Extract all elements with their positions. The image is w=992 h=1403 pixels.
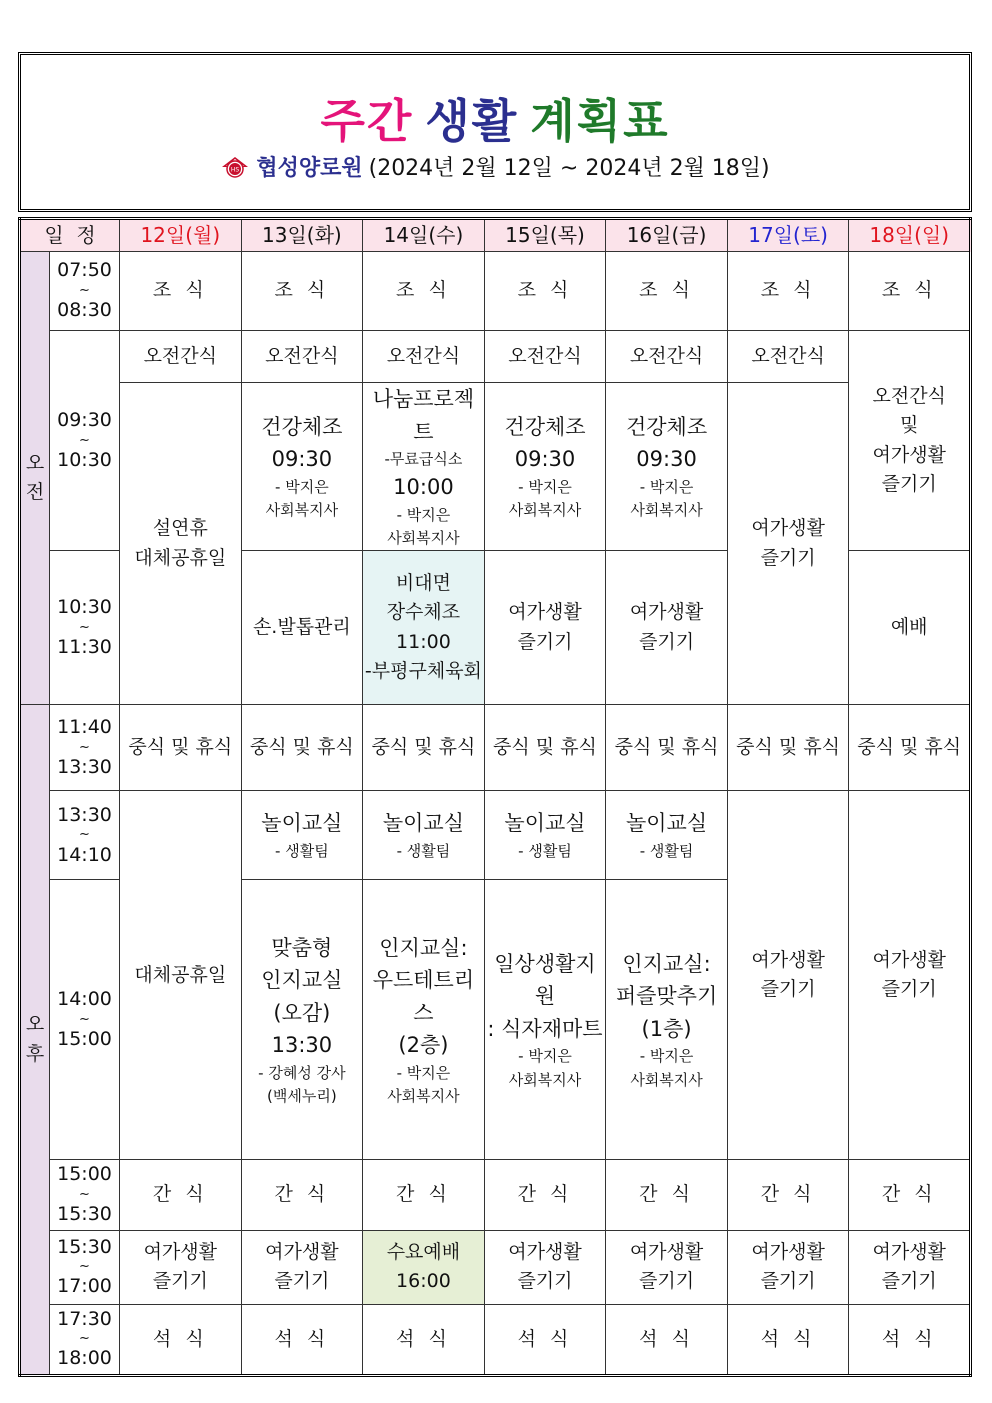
puzzle-line: (1층)	[641, 1016, 692, 1041]
time-start: 11:40	[57, 716, 112, 739]
cognitive-line: 맞춤형	[271, 935, 333, 960]
leisure-line: 즐기기	[760, 1270, 816, 1293]
exercise-title: 건강체조	[261, 414, 343, 439]
morning-snack-cell: 오전간식	[120, 331, 242, 383]
time-tilde: ~	[79, 1331, 90, 1347]
cognitive-line: (오감)	[273, 1000, 331, 1025]
title-part-life: 생활	[425, 94, 519, 148]
leisure-line: 즐기기	[274, 1270, 330, 1293]
sun-worship-cell: 예배	[849, 551, 971, 705]
snack-cell: 간 식	[120, 1160, 242, 1230]
wed-worship-cell	[363, 1230, 485, 1304]
leisure-line: 여가생활	[629, 1240, 704, 1263]
snack-cell: 간 식	[241, 1160, 363, 1230]
sat-leisure-cell	[727, 791, 849, 1160]
sharing-by: 사회복지사	[387, 529, 460, 548]
play-title: 놀이교실	[625, 811, 708, 836]
morning-snack-cell: 오전간식	[484, 331, 606, 383]
puzzle-line: 퍼즐맞추기	[615, 984, 718, 1009]
nail-care-cell: 손.발톱관리	[241, 551, 363, 705]
leisure-line: 여가생활	[508, 1240, 582, 1263]
leisure-line: 여가생활	[508, 601, 582, 624]
time-start: 17:30	[57, 1307, 112, 1330]
breakfast-cell: 조 식	[120, 252, 242, 331]
snack-cell: 간 식	[606, 1160, 728, 1230]
lunch-cell: 중식 및 휴식	[120, 705, 242, 791]
daily-life-support-cell	[484, 880, 606, 1160]
sun-leisure-cell	[849, 791, 971, 1160]
play-class-cell	[606, 791, 728, 880]
time-start: 10:30	[57, 596, 112, 619]
leisure-line: 즐기기	[517, 1270, 573, 1293]
cognitive-line: (백세누리)	[267, 1086, 337, 1105]
daily-support-line: 일상생활지원	[494, 951, 596, 1009]
date-range: (2024년 2월 12일 ~ 2024년 2월 18일)	[368, 156, 770, 181]
schedule-table	[18, 217, 972, 1377]
leisure-cell	[241, 1230, 363, 1304]
exercise-by: 사회복지사	[508, 501, 582, 520]
leisure-line: 여가생활	[629, 601, 704, 624]
dinner-cell: 석 식	[849, 1304, 971, 1375]
svg-text:HS: HS	[231, 166, 240, 173]
leisure-cell	[606, 1230, 728, 1304]
leisure-line: 여가생활	[751, 1240, 825, 1263]
time-cell	[50, 880, 120, 1160]
time-start: 07:50	[57, 259, 112, 282]
exercise-by: 사회복지사	[265, 501, 339, 520]
dinner-cell: 석 식	[363, 1304, 485, 1375]
day-sun: 18일(일)	[849, 219, 971, 252]
time-end: 18:00	[57, 1347, 112, 1370]
exercise-by: - 박지은	[639, 477, 694, 496]
puzzle-cell	[606, 880, 728, 1160]
time-tilde: ~	[79, 1186, 90, 1202]
daily-support-line: 사회복지사	[508, 1070, 582, 1089]
time-tilde: ~	[79, 619, 90, 635]
day-wed: 14일(수)	[363, 219, 485, 252]
row-snack	[20, 1160, 971, 1230]
time-end: 17:00	[57, 1275, 112, 1298]
lunch-cell: 중식 및 휴식	[849, 705, 971, 791]
leisure-line: 즐기기	[881, 1270, 937, 1293]
leisure-cell	[484, 551, 606, 705]
leisure-cell	[727, 1230, 849, 1304]
time-start: 15:00	[57, 1163, 112, 1186]
time-tilde: ~	[79, 432, 90, 448]
title-part-plan: 계획표	[530, 94, 670, 148]
leisure-line: 여가생활	[143, 1240, 217, 1263]
time-tilde: ~	[79, 282, 90, 298]
time-cell	[50, 705, 120, 791]
time-cell	[50, 1160, 120, 1230]
house-logo-icon	[220, 155, 250, 179]
header-row	[20, 219, 971, 252]
dinner-cell: 석 식	[484, 1304, 606, 1375]
custom-cognitive-cell	[241, 880, 363, 1160]
snack-cell: 간 식	[849, 1160, 971, 1230]
lunch-cell: 중식 및 휴식	[363, 705, 485, 791]
sun-am-line: 및	[900, 414, 919, 437]
exercise-by: - 박지은	[275, 477, 329, 496]
exercise-by: - 박지은	[518, 477, 572, 496]
wood-tetris-line: 사회복지사	[387, 1086, 460, 1105]
leisure-line: 즐기기	[639, 630, 695, 653]
day-fri: 16일(금)	[606, 219, 728, 252]
remote-line: 비대면	[395, 572, 451, 595]
sat-leisure-cell	[727, 383, 849, 705]
sun-morning-cell	[849, 331, 971, 551]
time-end: 15:00	[57, 1028, 112, 1051]
remote-line: 장수체조	[386, 601, 461, 624]
time-end: 11:30	[57, 636, 112, 659]
row-1530	[20, 1230, 971, 1304]
time-end: 14:10	[57, 843, 112, 866]
breakfast-cell: 조 식	[363, 252, 485, 331]
breakfast-cell: 조 식	[484, 252, 606, 331]
cognitive-line: - 강혜성 강사	[258, 1063, 346, 1082]
play-title: 놀이교실	[382, 811, 464, 836]
exercise-title: 건강체조	[504, 414, 586, 439]
am-label: 오 전	[20, 252, 50, 705]
sharing-time: 10:00	[393, 475, 454, 500]
puzzle-line: - 박지은	[639, 1047, 694, 1066]
play-title: 놀이교실	[504, 811, 586, 836]
day-tue: 13일(화)	[241, 219, 363, 252]
snack-cell: 간 식	[727, 1160, 849, 1230]
leisure-line: 여가생활	[265, 1240, 339, 1263]
exercise-time: 09:30	[514, 447, 576, 472]
snack-cell: 간 식	[363, 1160, 485, 1230]
row-dinner	[20, 1304, 971, 1375]
wood-tetris-line: 인지교실:	[379, 935, 468, 960]
exercise-time: 09:30	[636, 447, 697, 472]
exercise-time: 09:30	[271, 447, 333, 472]
leisure-line: 여가생활	[872, 1240, 946, 1263]
leisure-cell	[484, 1230, 606, 1304]
leisure-line: 여가생활	[751, 517, 825, 540]
mon-pm-holiday-cell: 대체공휴일	[120, 791, 242, 1160]
time-end: 10:30	[57, 448, 112, 471]
row-1330	[20, 791, 971, 880]
time-cell	[50, 252, 120, 331]
dinner-cell: 석 식	[727, 1304, 849, 1375]
wood-tetris-cell	[363, 880, 485, 1160]
wed-worship-line: 수요예배	[386, 1240, 461, 1263]
time-start: 14:00	[57, 988, 112, 1011]
leisure-cell	[606, 551, 728, 705]
lunch-cell: 중식 및 휴식	[727, 705, 849, 791]
morning-snack-cell: 오전간식	[363, 331, 485, 383]
play-class-cell	[241, 791, 363, 880]
breakfast-cell: 조 식	[241, 252, 363, 331]
wood-tetris-line: (2층)	[398, 1033, 449, 1058]
breakfast-cell: 조 식	[727, 252, 849, 331]
sharing-sub: -무료급식소	[384, 450, 463, 469]
org-name: 협성양로원	[256, 156, 363, 181]
sharing-by: - 박지은	[396, 505, 451, 524]
dinner-cell: 석 식	[606, 1304, 728, 1375]
lunch-cell: 중식 및 휴식	[484, 705, 606, 791]
lunch-cell: 중식 및 휴식	[241, 705, 363, 791]
title-part-weekly: 주간	[320, 94, 414, 148]
leisure-line: 즐기기	[881, 978, 937, 1001]
leisure-cell	[120, 1230, 242, 1304]
sun-am-line: 오전간식	[872, 384, 946, 407]
header-box	[18, 52, 972, 212]
exercise-cell	[606, 383, 728, 551]
breakfast-cell: 조 식	[606, 252, 728, 331]
cognitive-line: 13:30	[271, 1033, 333, 1058]
subtitle	[21, 151, 969, 182]
morning-snack-cell: 오전간식	[241, 331, 363, 383]
snack-cell: 간 식	[484, 1160, 606, 1230]
leisure-cell	[849, 1230, 971, 1304]
remote-line: 11:00	[396, 630, 451, 653]
time-end: 13:30	[57, 756, 112, 779]
time-end: 15:30	[57, 1203, 112, 1226]
daily-support-line: - 박지은	[518, 1047, 572, 1066]
schedule-label: 일 정	[20, 219, 120, 252]
exercise-title: 건강체조	[625, 414, 708, 439]
remote-line: -부평구체육회	[364, 660, 482, 683]
holiday-line: 설연휴	[152, 517, 208, 540]
time-cell	[50, 791, 120, 880]
puzzle-line: 사회복지사	[630, 1070, 703, 1089]
day-mon: 12일(월)	[120, 219, 242, 252]
exercise-cell	[241, 383, 363, 551]
time-tilde: ~	[79, 739, 90, 755]
breakfast-cell: 조 식	[849, 252, 971, 331]
day-thu: 15일(목)	[484, 219, 606, 252]
sharing-title: 나눔프로젝트	[372, 387, 475, 444]
leisure-line: 여가생활	[872, 948, 946, 971]
play-by: - 생활팀	[396, 842, 451, 861]
exercise-cell	[484, 383, 606, 551]
wood-tetris-line: 우드테트리스	[372, 968, 475, 1025]
time-cell	[50, 551, 120, 705]
leisure-line: 즐기기	[639, 1270, 695, 1293]
lunch-cell: 중식 및 휴식	[606, 705, 728, 791]
play-by: - 생활팀	[639, 842, 694, 861]
time-end: 08:30	[57, 299, 112, 322]
leisure-line: 즐기기	[760, 978, 816, 1001]
row-morning-snack	[20, 331, 971, 383]
time-tilde: ~	[79, 1011, 90, 1027]
dinner-cell: 석 식	[120, 1304, 242, 1375]
puzzle-line: 인지교실:	[622, 951, 711, 976]
row-breakfast	[20, 252, 971, 331]
row-lunch	[20, 705, 971, 791]
time-start: 09:30	[57, 409, 112, 432]
morning-snack-cell: 오전간식	[727, 331, 849, 383]
daily-support-line: : 식자재마트	[487, 1016, 603, 1041]
wed-worship-line: 16:00	[396, 1270, 451, 1293]
time-tilde: ~	[79, 1258, 90, 1274]
time-tilde: ~	[79, 827, 90, 843]
dinner-cell: 석 식	[241, 1304, 363, 1375]
morning-snack-cell: 오전간식	[606, 331, 728, 383]
remote-exercise-cell	[363, 551, 485, 705]
sharing-project-cell	[363, 383, 485, 551]
time-cell	[50, 1304, 120, 1375]
pm-label: 오 후	[20, 705, 50, 1376]
row-0930	[20, 383, 971, 551]
holiday-line: 대체공휴일	[134, 546, 227, 569]
time-cell	[50, 331, 120, 551]
leisure-line: 즐기기	[760, 546, 816, 569]
play-class-cell	[363, 791, 485, 880]
wood-tetris-line: - 박지은	[396, 1063, 451, 1082]
page-title	[21, 85, 969, 151]
sun-am-line: 여가생활	[872, 443, 946, 466]
play-by: - 생활팀	[275, 842, 329, 861]
cognitive-line: 인지교실	[261, 968, 343, 993]
time-start: 15:30	[57, 1235, 112, 1258]
play-class-cell	[484, 791, 606, 880]
sun-am-line: 즐기기	[881, 473, 937, 496]
leisure-line: 즐기기	[152, 1270, 208, 1293]
leisure-line: 여가생활	[751, 948, 825, 971]
play-title: 놀이교실	[261, 811, 343, 836]
time-cell	[50, 1230, 120, 1304]
mon-holiday-cell	[120, 383, 242, 705]
day-sat: 17일(토)	[727, 219, 849, 252]
time-start: 13:30	[57, 803, 112, 826]
play-by: - 생활팀	[518, 842, 572, 861]
leisure-line: 즐기기	[517, 630, 573, 653]
exercise-by: 사회복지사	[630, 501, 703, 520]
